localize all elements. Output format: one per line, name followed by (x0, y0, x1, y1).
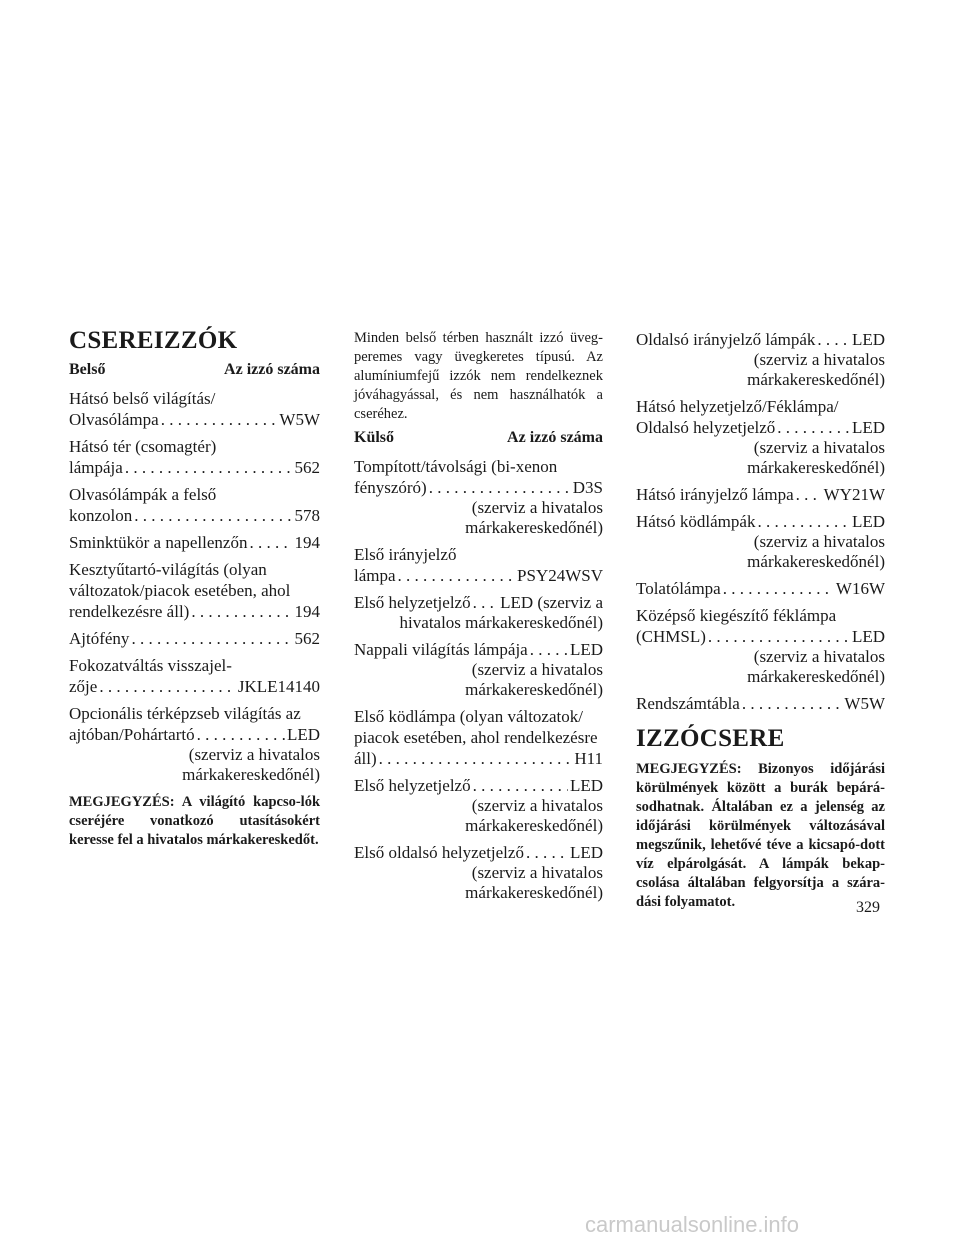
bulb-location: Első oldalsó helyzetjelző (354, 843, 524, 862)
note-text: A világító kapcso-lók cseréjére vonatkozó utasításokért keresse fel a hivatalos márkakereskedőt. (69, 794, 321, 848)
bulb-entry-label-line: Hátsó helyzetjelző/Féklámpa/ (636, 397, 839, 416)
bulb-location: fényszóró) (354, 478, 427, 497)
bulb-number: W5W (279, 410, 320, 429)
bulb-entry-label-line: Első ködlámpa (olyan változatok/ (354, 707, 583, 726)
bulb-entry-row (636, 693, 885, 714)
bulb-service-note: márkakereskedőnél) (465, 518, 603, 537)
bulb-entry-label-line: Tompított/távolsági (bi-xenon (354, 457, 558, 476)
bulb-location: Oldalsó irányjelző lámpák (636, 330, 816, 349)
bulb-number: LED (851, 512, 885, 531)
bulb-number: LED (851, 330, 885, 349)
bulb-entry (69, 532, 320, 553)
bulb-location: (CHMSL) (636, 627, 706, 646)
bulb-location: Hátsó irányjelző lámpa (636, 485, 794, 504)
dot-leader (723, 578, 834, 599)
bulb-service-note: márkakereskedőnél) (465, 883, 603, 902)
header-bulb-number: Az izzó száma (507, 429, 603, 446)
bulb-entry-row (636, 484, 885, 505)
bulb-entry-label-line: piacok esetében, ahol rendelkezésre (354, 728, 598, 747)
bulb-number: 578 (294, 506, 320, 525)
bulb-entry-label-line: Hátsó tér (csomagtér) (69, 437, 217, 456)
dot-leader (429, 477, 571, 498)
bulb-number: JKLE14140 (237, 677, 320, 696)
bulb-entry (354, 592, 603, 633)
bulb-location: Első helyzetjelző (354, 593, 471, 612)
bulb-entry-row (69, 724, 320, 745)
bulb-service-note: márkakereskedőnél) (747, 458, 885, 477)
dot-leader (131, 628, 292, 649)
bulb-entry-row (69, 505, 320, 526)
note-keyword: MEGJEGYZÉS: (636, 761, 742, 777)
dot-leader (249, 532, 292, 553)
bulb-entry (354, 842, 603, 903)
bulb-entry-label-line: Első irányjelző (354, 545, 457, 564)
bulb-entry (636, 396, 885, 478)
bulb-service-note: (szerviz a hivatalos (753, 438, 885, 457)
bulb-service-note: márkakereskedőnél) (465, 680, 603, 699)
column-right (636, 329, 885, 912)
bulb-location: áll) (354, 749, 377, 768)
bulb-entry-row (69, 601, 320, 622)
column-middle (354, 329, 603, 909)
bulb-service-note: (szerviz a hivatalos (471, 498, 603, 517)
bulb-location: Ajtófény (69, 629, 130, 648)
exterior-bulb-list (354, 456, 603, 903)
bulb-location: lámpája (69, 458, 123, 477)
bulb-entry (354, 775, 603, 836)
dot-leader (197, 724, 285, 745)
bulb-number: 562 (294, 458, 320, 477)
bulb-service-note: márkakereskedőnél) (182, 765, 320, 784)
dot-leader (796, 484, 822, 505)
dot-leader (530, 639, 568, 660)
bulb-entry-row (354, 775, 603, 796)
dot-leader (777, 417, 850, 438)
bulb-number: W5W (844, 694, 885, 713)
note-switches (69, 793, 320, 850)
dot-leader (125, 457, 293, 478)
section-title-bulb-replacement: IZZÓCSERE (636, 725, 785, 752)
bulb-number: LED (569, 640, 603, 659)
bulb-service-note: (szerviz a hivatalos (753, 647, 885, 666)
bulb-entry (636, 484, 885, 505)
bulb-number: LED (szerviz a (500, 593, 603, 612)
dot-leader (817, 329, 850, 350)
bulb-service-note: márkakereskedőnél) (747, 667, 885, 686)
bulb-location: Tolatólámpa (636, 579, 721, 598)
dot-leader (742, 693, 843, 714)
bulb-entry-row (69, 532, 320, 553)
bulb-number: WY21W (823, 485, 885, 504)
bulb-entry-label-line: Opcionális térképzseb világítás az (69, 704, 301, 723)
dot-leader (473, 592, 499, 613)
bulb-service-note: (szerviz a hivatalos (188, 745, 320, 764)
bulb-entry (636, 578, 885, 599)
bulb-entry-row (354, 477, 603, 498)
bulb-number: H11 (574, 749, 603, 768)
header-exterior: Külső (354, 429, 395, 446)
bulb-location: lámpa (354, 566, 396, 585)
bulb-location: zője (69, 677, 98, 696)
bulb-entry (69, 628, 320, 649)
page-number: 329 (856, 899, 880, 916)
bulb-entry-row (636, 417, 885, 438)
watermark: carmanualsonline.info (585, 1212, 800, 1237)
bulb-location: ajtóban/Pohártartó (69, 725, 195, 744)
bulb-entry (69, 559, 320, 622)
bulb-service-note: márkakereskedőnél) (747, 552, 885, 571)
bulb-entry (354, 706, 603, 769)
bulb-entry (69, 703, 320, 785)
bulb-location: Olvasólámpa (69, 410, 159, 429)
bulb-entry-row (354, 565, 603, 586)
header-bulb-number: Az izzó száma (224, 361, 320, 378)
bulb-location: Első helyzetjelző (354, 776, 471, 795)
bulb-entry (69, 388, 320, 430)
bulb-location: Oldalsó helyzetjelző (636, 418, 776, 437)
bulb-entry-row (636, 578, 885, 599)
dot-leader (757, 511, 850, 532)
bulb-service-note: márkakereskedőnél) (747, 370, 885, 389)
bulb-entry (354, 456, 603, 538)
bulb-entry-label-line: Olvasólámpák a felső (69, 485, 217, 504)
dot-leader (191, 601, 292, 622)
bulb-number: LED (286, 725, 320, 744)
bulb-number: LED (851, 418, 885, 437)
bulb-number: 194 (294, 602, 320, 621)
bulb-number: 562 (294, 629, 320, 648)
bulb-location: Sminktükör a napellenzőn (69, 533, 248, 552)
interior-bulb-list (69, 388, 320, 785)
intro-paragraph: Minden belső térben használt izzó üveg-peremes vagy üvegkeretes típusú. Az alumíniumfejű izzók nem rendelkeznek jóváhagyással, és nem használhatók a cseréhez. (354, 330, 603, 422)
bulb-entry-label-line: Hátsó belső világítás/ (69, 389, 216, 408)
bulb-service-note: márkakereskedőnél) (465, 816, 603, 835)
bulb-location: Rendszámtábla (636, 694, 740, 713)
bulb-entry-row (69, 457, 320, 478)
bulb-entry (636, 693, 885, 714)
bulb-entry (354, 544, 603, 586)
interior-table-header (69, 360, 320, 380)
bulb-entry-row (69, 628, 320, 649)
dot-leader (161, 409, 278, 430)
bulb-number: LED (851, 627, 885, 646)
bulb-service-note: (szerviz a hivatalos (753, 350, 885, 369)
dot-leader (473, 775, 568, 796)
bulb-entry-label-line: Fokozatváltás visszajel- (69, 656, 232, 675)
bulb-entry-row (636, 329, 885, 350)
bulb-entry-label-line: Kesztyűtartó-világítás (olyan (69, 560, 267, 579)
column-left (69, 328, 320, 850)
bulb-service-note: (szerviz a hivatalos (471, 660, 603, 679)
note-keyword: MEGJEGYZÉS: (69, 794, 175, 810)
bulb-entry-label-line: változatok/piacok esetében, ahol (69, 581, 291, 600)
bulb-service-note: (szerviz a hivatalos (471, 863, 603, 882)
dot-leader (379, 748, 573, 769)
bulb-location: Nappali világítás lámpája (354, 640, 528, 659)
bulb-number: 194 (294, 533, 320, 552)
dot-leader (708, 626, 850, 647)
bulb-service-note: hivatalos márkakereskedőnél) (399, 613, 603, 632)
bulb-entry-row (636, 511, 885, 532)
bulb-number: PSY24WSV (517, 566, 603, 585)
bulb-entry (354, 639, 603, 700)
bulb-entry-row (354, 748, 603, 769)
bulb-entry (636, 605, 885, 687)
bulb-number: W16W (835, 579, 885, 598)
exterior-table-header (354, 428, 603, 448)
bulb-entry (69, 436, 320, 478)
bulb-location: Hátsó ködlámpák (636, 512, 756, 531)
bulb-service-note: (szerviz a hivatalos (471, 796, 603, 815)
dot-leader (526, 842, 568, 863)
bulb-entry-row (354, 842, 603, 863)
bulb-number: LED (569, 843, 603, 862)
bulb-entry (69, 655, 320, 697)
bulb-entry-row (636, 626, 885, 647)
note-fogging (636, 760, 885, 912)
bulb-entry-row (354, 639, 603, 660)
bulb-number: D3S (572, 478, 603, 497)
bulb-entry (636, 329, 885, 390)
bulb-location: konzolon (69, 506, 133, 525)
section-title-replacement-bulbs: CSEREIZZÓK (69, 327, 238, 354)
bulb-entry-row (69, 409, 320, 430)
bulb-entry-row (354, 592, 603, 613)
dot-leader (398, 565, 515, 586)
bulb-service-note: (szerviz a hivatalos (753, 532, 885, 551)
exterior-bulb-list-continued (636, 329, 885, 714)
bulb-entry (636, 511, 885, 572)
dot-leader (134, 505, 292, 526)
bulb-entry-label-line: Középső kiegészítő féklámpa (636, 606, 837, 625)
header-interior: Belső (69, 361, 106, 378)
bulb-entry-row (69, 676, 320, 697)
bulb-location: rendelkezésre áll) (69, 602, 190, 621)
dot-leader (99, 676, 236, 697)
bulb-entry (69, 484, 320, 526)
note-text: Bizonyos időjárási körülmények között a burák bepárá-sodhatnak. Általában ez a jelenség az időjárási körülmények változásával megszűnik, lehetővé téve a kicsapó-dott víz elpárolgását. A lámpák bekap-csolása általában felgyorsítja a szára-dási folyamatot. (636, 761, 886, 910)
bulb-number: LED (569, 776, 603, 795)
